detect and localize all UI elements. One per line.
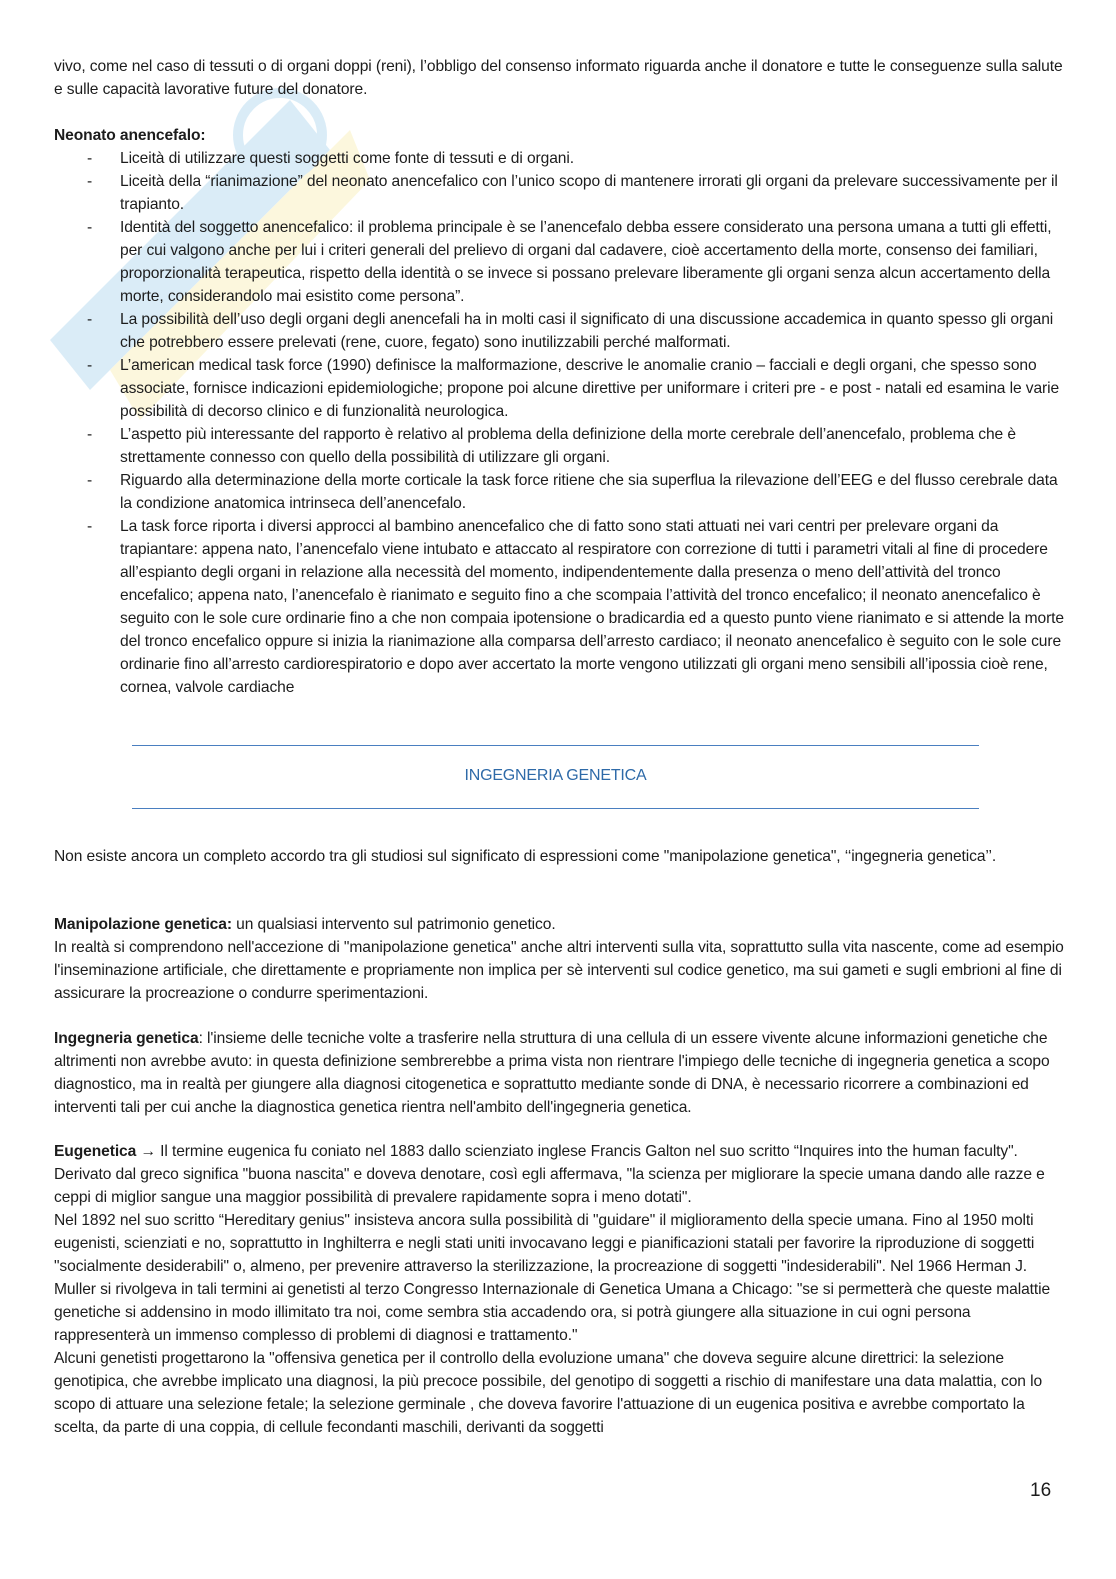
list-item: - Liceità della “rianimazione” del neonato anencefalico con l’unico scopo di mantenere irrorati gli organi da prelevare successivamente per il trapianto. — [54, 170, 1064, 216]
manipolazione-definition: Manipolazione genetica: un qualsiasi intervento sul patrimonio genetico. — [54, 916, 556, 933]
list-item: - Identità del soggetto anencefalico: il problema principale è se l’anencefalo debba essere considerato una persona umana a tutti gli effetti, per cui valgono anche per lui i criteri generali del prelievo di organi dal cadavere, cioè accertamento della morte, consenso dei familiari, proporzionalità terapeutica, rispetto della identità o se invece si possano prelevare liberamente gli organi senza alcun accertamento della morte, considerandolo mai esistito come persona”. — [54, 216, 1064, 308]
eugenetica-term: Eugenetica — [54, 1143, 137, 1160]
dash-icon: - — [87, 173, 93, 190]
heading-rule-top — [132, 745, 979, 746]
ingegneria-block — [54, 1027, 1064, 1119]
page-number: 16 — [1030, 1480, 1052, 1501]
list-item: - L’aspetto più interessante del rapporto è relativo al problema della definizione della morte cerebrale dell’anencefalo, problema che è strettamente connesso con quello della possibilità di utilizzare gli organi. — [54, 423, 1064, 469]
arrow-icon: → — [136, 1143, 161, 1160]
dash-icon: - — [87, 518, 93, 535]
eugenetica-p1: Eugenetica → Il termine eugenica fu coniato nel 1883 dallo scienziato inglese Francis Galton nel suo scritto “Inquires into the human faculty". Derivato dal greco significa "buona nascita" e doveva denotare, così egli affermava, "la scienza per migliorare la specie umana dando alle razze e ceppi di miglior sangue una maggior possibilità di prevalere rapidamente sopra i meno dotati". — [54, 1143, 1045, 1206]
intro-paragraph: Non esiste ancora un completo accordo tra gli studiosi sul significato di espressioni come "manipolazione genetica", ‘‘ingegneria genetica’’. — [54, 848, 997, 865]
dash-icon: - — [87, 311, 93, 328]
section-heading: INGEGNERIA GENETICA — [464, 767, 647, 784]
eugenetica-block — [54, 1140, 1064, 1439]
list-item: - La possibilità dell’uso degli organi degli anencefali ha in molti casi il significato di una discussione accademica in quanto spesso gli organi che potrebbero essere prelevati (rene, cuore, fegato) sono inutilizzabili perché malformati. — [54, 308, 1064, 354]
dash-icon: - — [87, 219, 93, 236]
manipolazione-body: In realtà si comprendono nell'accezione di "manipolazione genetica" anche altri interventi sulla vita, soprattutto sulla vita nascente, come ad esempio l'inseminazione artificiale, che direttamente e propriamente non implica per sè interventi sul codice genetico, ma sui gameti e sugli embrioni al fine di assicurare la procreazione o condurre sperimentazioni. — [54, 939, 1064, 1002]
list-item: - L’american medical task force (1990) definisce la malformazione, descrive le anomalie cranio – facciali e degli organi, che spesso sono associate, fornisce indicazioni epidemiologiche; propone poi alcune direttive per uniformare i criteri pre - e post - natali ed esamina le varie possibilità di decorso clinico e di funzionalità neurologica. — [54, 354, 1064, 423]
neonato-title: Neonato anencefalo: — [54, 127, 206, 144]
neonato-section — [54, 124, 1064, 699]
intro-block — [54, 845, 1064, 868]
heading-rule-bottom — [132, 808, 979, 809]
dash-icon: - — [87, 150, 93, 167]
dash-icon: - — [87, 472, 93, 489]
neonato-list — [54, 147, 1064, 699]
eugenetica-p3: Alcuni genetisti progettarono la "offensiva genetica per il controllo della evoluzione umana" che doveva seguire alcune direttrici: la selezione genotipica, che avrebbe implicato una diagnosi, la più precoce possibile, del genotipo di soggetti a rischio di manifestare una data malattia, con lo scopo di attuare una selezione fetale; la selezione germinale , che doveva favorire l'attuazione di un eugenica positiva e avrebbe comportato la scelta, da parte di una coppia, di cellule fecondanti maschili, derivanti da soggetti — [54, 1350, 1043, 1436]
manipolazione-term: Manipolazione genetica: — [54, 916, 232, 933]
top-paragraph: vivo, come nel caso di tessuti o di organi doppi (reni), l’obbligo del consenso informato riguarda anche il donatore e tutte le conseguenze sulla salute e sulle capacità lavorative future del donatore. — [54, 58, 1063, 98]
ingegneria-paragraph: Ingegneria genetica: l'insieme delle tecniche volte a trasferire nella struttura di una cellula di un essere vivente alcune informazioni genetiche che altrimenti non avrebbe avuto: in questa definizione sembrerebbe a prima vista non rientrare l'impiego delle tecniche di ingegneria genetica a scopo diagnostico, ma in realtà per giungere alla diagnosi citogenetica e soprattutto mediante sonde di DNA, è necessario ricorrere a combinazioni ed interventi tali per cui anche la diagnostica genetica rientra nell'ambito dell'ingegneria genetica. — [54, 1030, 1050, 1116]
list-item: - Liceità di utilizzare questi soggetti come fonte di tessuti e di organi. — [54, 147, 1064, 170]
top-paragraph-block — [54, 55, 1064, 101]
dash-icon: - — [87, 426, 93, 443]
ingegneria-term: Ingegneria genetica — [54, 1030, 199, 1047]
manipolazione-block — [54, 913, 1064, 1005]
list-item: - La task force riporta i diversi approcci al bambino anencefalico che di fatto sono stati attuati nei vari centri per prelevare organi da trapiantare: appena nato, l’anencefalo viene intubato e attaccato al respiratore con correzione di tutti i parametri vitali al fine di procedere all’espianto degli organi in relazione alla necessità del momento, indipendentemente dalla presenza o meno dell’attività del tronco encefalico; appena nato, l’anencefalo è rianimato e seguito fino a che scompaia l’attività del tronco encefalico; il neonato anencefalico è seguito con le sole cure ordinarie fino a che non compaia ipotensione o bradicardia ed a questo punto viene rianimato e si attende la morte del tronco encefalico oppure si inizia la rianimazione alla comparsa dell’arresto cardiaco; il neonato anencefalico è seguito con le sole cure ordinarie fino all’arresto cardiorespiratorio e dopo aver accertato la morte vengono utilizzati gli organi meno sensibili all’ipossia cioè rene, cornea, valvole cardiache — [54, 515, 1064, 699]
dash-icon: - — [87, 357, 93, 374]
eugenetica-p2: Nel 1892 nel suo scritto “Hereditary genius" insisteva ancora sulla possibilità di "guidare" il miglioramento della specie umana. Fino al 1950 molti eugenisti, scienziati e no, soprattutto in Inghilterra e negli stati uniti invocavano leggi e pianificazioni statali per favorire la riproduzione di soggetti "socialmente desiderabili" o, almeno, per prevenire attraverso la sterilizzazione, la procreazione di soggetti "indesiderabili". Nel 1966 Herman J. Muller si rivolgeva in tali termini ai genetisti al terzo Congresso Internazionale di Genetica Umana a Chicago: "se si permetterà che queste malattie genetiche si addensino in modo illimitato tra noi, come sembra stia accadendo ora, si potrà giungere alla situazione in cui ogni persona rappresenterà un immenso complesso di problemi di diagnosi e trattamento." — [54, 1212, 1051, 1344]
list-item: - Riguardo alla determinazione della morte corticale la task force ritiene che sia superflua la rilevazione dell’EEG e del flusso cerebrale data la condizione anatomica intrinseca dell’anencefalo. — [54, 469, 1064, 515]
